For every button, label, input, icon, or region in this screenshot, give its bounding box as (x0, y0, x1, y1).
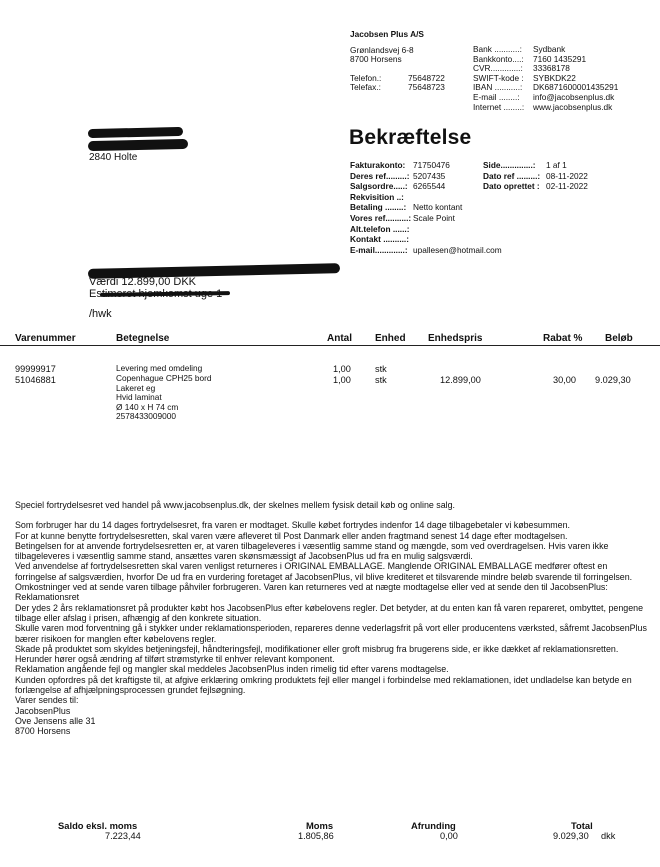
row-belob: 9.029,30 (595, 375, 631, 385)
col-antal: Antal (327, 333, 352, 344)
order-meta (350, 161, 502, 256)
col-rabat: Rabat % (543, 333, 583, 344)
date-meta (483, 161, 588, 193)
col-varenummer: Varenummer (15, 333, 76, 344)
company-name: Jacobsen Plus A/S (350, 29, 424, 39)
meta-rekvisition: Rekvisition ..: (350, 191, 404, 202)
return-address-street: Ove Jensens alle 31 (15, 715, 96, 726)
row-enhed: stk (375, 364, 387, 374)
row-varenummer: 99999917 (15, 364, 56, 374)
col-belob: Beløb (605, 333, 633, 344)
terms-line: Der ydes 2 års reklamationsret på produkter købt hos JacobsenPlus efter købelovens regler. Det betyder, at du enten kan få varen repareret, ombyttet, pengene tilbage eller afslag i prisen, afhængig af den konkrete situation. (15, 602, 644, 623)
meta-salgsordre: Salgsordre.....: 6265544 (350, 181, 446, 192)
meta-dato-oprettet: Dato oprettet : 02-11-2022 (483, 181, 588, 192)
company-fax: Telefax.: 75648723 (350, 82, 445, 93)
col-betegnelse: Betegnelse (116, 333, 170, 344)
bank-info: Bank ...........: Sydbank Bankkonto....: 7160 1435291 CVR.............: 33368178 SWIFT-kode : SYBKDK22 IBAN ...........: DK6871600001435291 E-mail ........: info@jacobsenplus.dk Internet ........: www.jacobsenplus.dk (473, 44, 619, 112)
moms-value: 1.805,86 (298, 831, 334, 841)
order-notes (89, 277, 222, 321)
bank-name: Sydbank (533, 44, 566, 54)
meta-dato-ref: Dato ref .........: 08-11-2022 (483, 170, 588, 181)
table-header-divider (0, 345, 660, 346)
terms-line: Skade på produktet som skyldes betjeningsfejl, håndteringsfejl, modifikationer eller groft misbrug fra brugerens side, er ikke dækket af reklamationsretten. Herunder hører også ændring af tilført strømstyrke til enhver relevant komponent. (15, 643, 619, 665)
moms-label: Moms (306, 820, 334, 831)
document-title: Bekræftelse (349, 126, 472, 149)
terms-and-conditions (15, 500, 650, 737)
company-city: 8700 Horsens (350, 54, 402, 65)
terms-line: Reklamation angående fejl og mangler skal meddeles JacobsenPlus inden rimelig tid efter varens modtagelse. (15, 664, 449, 675)
company-street: Grønlandsvej 6-8 (350, 44, 414, 55)
return-address-name: JacobsenPlus (15, 705, 71, 716)
row-betegnelse: Levering med omdeling (116, 363, 203, 373)
meta-side: Side..............: 1 af 1 (483, 160, 567, 170)
company-website: www.jacobsenplus.dk (533, 101, 613, 112)
company-email: info@jacobsenplus.dk (533, 91, 615, 102)
company-phone: Telefon.: 75648722 (350, 72, 445, 83)
recipient-postal: 2840 Holte (89, 152, 138, 163)
meta-alt-telefon: Alt.telefon ......: (350, 223, 410, 234)
terms-line: Kunden opfordres på det kraftigste til, at afgive erklæring omkring produktets fejl eller mangel i forbindelse med reklamationen, idet undladelse kan betyde en forlængelse af afhjælpningsprocessen grundet fejlsøgning. (15, 674, 632, 696)
col-enhedspris: Enhedspris (428, 333, 483, 344)
return-address-label: Varer sendes til: (15, 695, 79, 706)
total-label: Total (571, 820, 593, 831)
row-betegnelse: Copenhague CPH25 bord Lakeret eg Hvid laminat Ø 140 x H 74 cm 2578433009000 (116, 373, 212, 422)
row-enhedspris: 12.899,00 (440, 375, 481, 385)
redacted-recipient-name (88, 127, 183, 138)
saldo-label: Saldo eksl. moms (58, 820, 138, 831)
meta-deres-ref: Deres ref.........: 5207435 (350, 170, 446, 181)
saldo-value: 7.223,44 (105, 831, 141, 841)
terms-heading: Reklamationsret (15, 592, 80, 603)
note-initials: /hwk (89, 308, 112, 320)
terms-line: For at kunne benytte fortrydelsesretten, skal varen være afleveret til Post Danmark eller anden fragtmand senest 14 dage efter modtagelsen. (15, 530, 568, 541)
note-eta: Estimeret hjemkomst uge 1 (89, 287, 223, 300)
total-currency: dkk (601, 831, 616, 841)
terms-line: Speciel fortrydelsesret ved handel på www.jacobsenplus.dk, der skelnes mellem fysisk detail køb og online salg. (15, 500, 456, 510)
meta-betaling: Betaling ........: Netto kontant (350, 202, 463, 213)
terms-line: Betingelsen for at anvende fortrydelsesretten er, at varen tilbageleveres i væsentlig samme stand og mængde, som ved overdragelsen. Hvis varen ikke tilbageleveres i væsentlig samme stand, ansættes varen skønsmæssigt af JacobsenPlus ud fra en mulig salgsværdi. (15, 540, 609, 562)
iban: DK6871600001435291 (533, 82, 619, 93)
return-address-city: 8700 Horsens (15, 726, 71, 737)
meta-kontakt: Kontakt ..........: (350, 234, 410, 245)
row-antal: 1,00 (333, 375, 351, 385)
row-varenummer: 51046881 (15, 375, 56, 385)
terms-line: Ved anvendelse af fortrydelsesretten skal varen venligst returneres i ORIGINAL EMBALLAGE. Manglende ORIGINAL EMBALLAGE medfører oftest en forringelse af salgsværdien, hvorfor De ud fra en vurdering foretaget af JacobsenPlus, vil blive krediteret et tilsvarende mindre beløb svarende til forringelsen. Omkostninger ved at sende varen tilbage påhviler forbrugeren. Varen kan returneres ved at nægte modtagelse eller ved at sende den til JacobsenPlus: (15, 561, 633, 593)
meta-email: E-mail.............: upallesen@hotmail.com (350, 244, 502, 255)
row-enhed: stk (375, 375, 387, 385)
terms-line: Skulle varen mod forventning gå i stykker under reklamationsperioden, repareres denne vederlagsfrit på vort eller producentens værksted, såfremt JacobsenPlus bærer risikoen for manglen efter købelovens regler. (15, 623, 647, 644)
col-enhed: Enhed (375, 333, 406, 344)
afrunding-label: Afrunding (411, 820, 456, 831)
total-value: 9.029,30 (553, 831, 589, 841)
meta-fakturakonto: Fakturakonto: 71750476 (350, 160, 450, 170)
redacted-recipient-street (88, 139, 188, 151)
row-antal: 1,00 (333, 364, 351, 374)
terms-line: Som forbruger har du 14 dages fortrydelsesret, fra varen er modtaget. Skulle købet fortrydes indenfor 14 dage tilbagebetaler vi købesummen. (15, 520, 570, 531)
row-rabat: 30,00 (553, 375, 576, 385)
company-address (350, 30, 445, 93)
afrunding-value: 0,00 (440, 831, 458, 841)
meta-vores-ref: Vores ref..........: Scale Point (350, 212, 455, 223)
bank-account: 7160 1435291 (533, 53, 587, 64)
note-value: Værdi 12.899,00 DKK (89, 276, 197, 288)
cvr-number: 33368178 (533, 63, 570, 74)
swift-code: SYBKDK22 (533, 72, 576, 83)
